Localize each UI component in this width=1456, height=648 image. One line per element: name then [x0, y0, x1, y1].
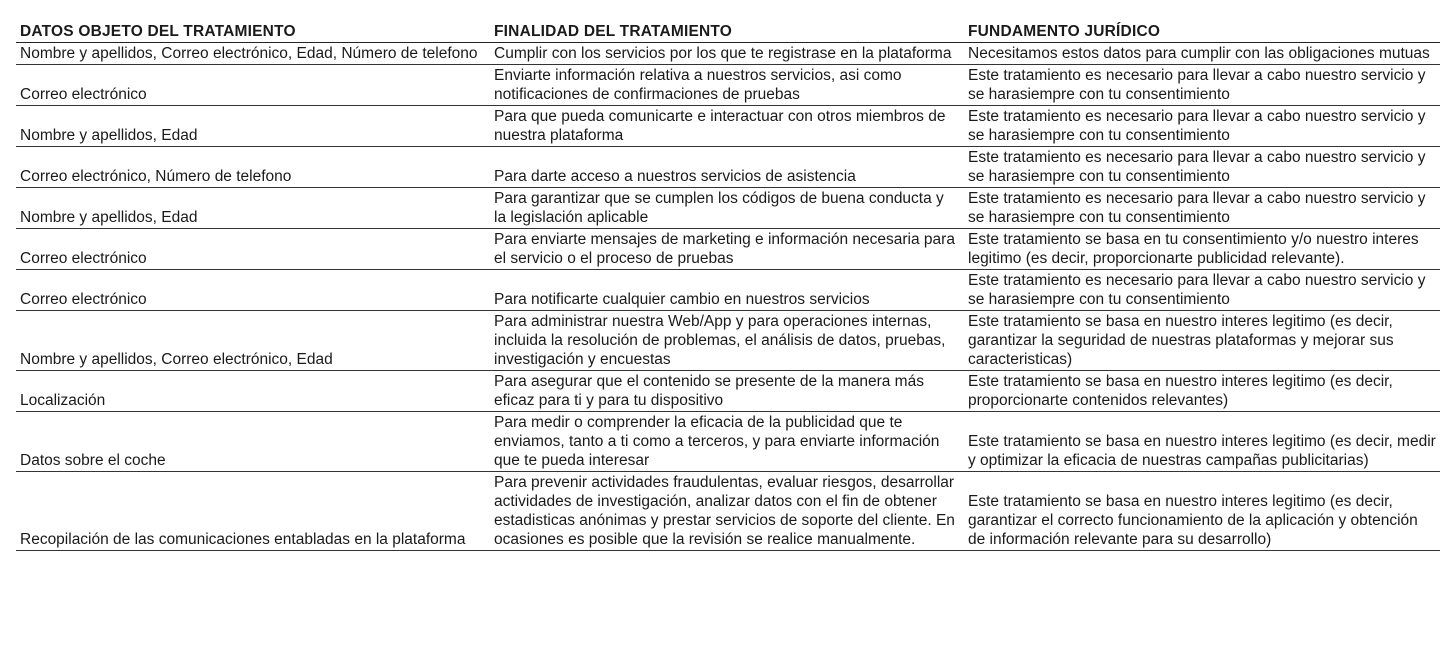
cell-fundamento: Este tratamiento se basa en nuestro interes legitimo (es decir, garantizar la seguridad de nuestras plataformas y mejorar sus caracteristicas) — [964, 311, 1440, 371]
cell-fundamento: Necesitamos estos datos para cumplir con las obligaciones mutuas — [964, 43, 1440, 65]
table-row — [16, 229, 1440, 270]
table-row — [16, 147, 1440, 188]
table-row — [16, 43, 1440, 65]
table-row — [16, 412, 1440, 472]
cell-finalidad: Para que pueda comunicarte e interactuar con otros miembros de nuestra plataforma — [490, 106, 964, 147]
cell-datos: Recopilación de las comunicaciones entabladas en la plataforma — [16, 472, 490, 551]
cell-fundamento: Este tratamiento se basa en nuestro interes legitimo (es decir, proporcionarte contenidos relevantes) — [964, 371, 1440, 412]
table-row — [16, 106, 1440, 147]
cell-finalidad: Para medir o comprender la eficacia de la publicidad que te enviamos, tanto a ti como a terceros, y para enviarte información que te pueda interesar — [490, 412, 964, 472]
cell-fundamento: Este tratamiento es necesario para llevar a cabo nuestro servicio y se harasiempre con tu consentimiento — [964, 270, 1440, 311]
header-finalidad: FINALIDAD DEL TRATAMIENTO — [490, 20, 964, 43]
cell-fundamento: Este tratamiento se basa en tu consentimiento y/o nuestro interes legitimo (es decir, proporcionarte publicidad relevante). — [964, 229, 1440, 270]
cell-datos: Datos sobre el coche — [16, 412, 490, 472]
cell-fundamento: Este tratamiento es necesario para llevar a cabo nuestro servicio y se harasiempre con tu consentimiento — [964, 106, 1440, 147]
data-processing-table — [16, 20, 1440, 551]
cell-finalidad: Para asegurar que el contenido se presente de la manera más eficaz para ti y para tu dispositivo — [490, 371, 964, 412]
cell-datos: Correo electrónico, Número de telefono — [16, 147, 490, 188]
cell-fundamento: Este tratamiento se basa en nuestro interes legitimo (es decir, medir y optimizar la eficacia de nuestras campañas publicitarias) — [964, 412, 1440, 472]
cell-datos: Nombre y apellidos, Correo electrónico, Edad — [16, 311, 490, 371]
table-row — [16, 311, 1440, 371]
table-row — [16, 188, 1440, 229]
table-header-row — [16, 20, 1440, 43]
cell-finalidad: Enviarte información relativa a nuestros servicios, asi como notificaciones de confirmaciones de pruebas — [490, 65, 964, 106]
cell-fundamento: Este tratamiento es necesario para llevar a cabo nuestro servicio y se harasiempre con tu consentimiento — [964, 147, 1440, 188]
cell-finalidad: Para prevenir actividades fraudulentas, evaluar riesgos, desarrollar actividades de investigación, analizar datos con el fin de obtener estadisticas anónimas y prestar servicios de soporte del cliente. En ocasiones es posible que la revisión se realice manualmente. — [490, 472, 964, 551]
cell-datos: Correo electrónico — [16, 270, 490, 311]
privacy-table-container — [16, 20, 1440, 551]
cell-datos: Nombre y apellidos, Edad — [16, 106, 490, 147]
cell-fundamento: Este tratamiento se basa en nuestro interes legitimo (es decir, garantizar el correcto funcionamiento de la aplicación y obtención de información relevante para su desarrollo) — [964, 472, 1440, 551]
table-row — [16, 371, 1440, 412]
cell-datos: Nombre y apellidos, Edad — [16, 188, 490, 229]
table-row — [16, 270, 1440, 311]
cell-datos: Correo electrónico — [16, 229, 490, 270]
header-fundamento: FUNDAMENTO JURÍDICO — [964, 20, 1440, 43]
cell-datos: Nombre y apellidos, Correo electrónico, Edad, Número de telefono — [16, 43, 490, 65]
cell-datos: Correo electrónico — [16, 65, 490, 106]
table-row — [16, 65, 1440, 106]
header-datos: DATOS OBJETO DEL TRATAMIENTO — [16, 20, 490, 43]
cell-finalidad: Para enviarte mensajes de marketing e información necesaria para el servicio o el proceso de pruebas — [490, 229, 964, 270]
cell-fundamento: Este tratamiento es necesario para llevar a cabo nuestro servicio y se harasiempre con tu consentimiento — [964, 65, 1440, 106]
cell-fundamento: Este tratamiento es necesario para llevar a cabo nuestro servicio y se harasiempre con tu consentimiento — [964, 188, 1440, 229]
cell-finalidad: Para notificarte cualquier cambio en nuestros servicios — [490, 270, 964, 311]
cell-finalidad: Para administrar nuestra Web/App y para operaciones internas, incluida la resolución de problemas, el análisis de datos, pruebas, investigación y encuestas — [490, 311, 964, 371]
cell-finalidad: Para darte acceso a nuestros servicios de asistencia — [490, 147, 964, 188]
cell-finalidad: Para garantizar que se cumplen los códigos de buena conducta y la legislación aplicable — [490, 188, 964, 229]
table-row — [16, 472, 1440, 551]
cell-datos: Localización — [16, 371, 490, 412]
cell-finalidad: Cumplir con los servicios por los que te registrase en la plataforma — [490, 43, 964, 65]
